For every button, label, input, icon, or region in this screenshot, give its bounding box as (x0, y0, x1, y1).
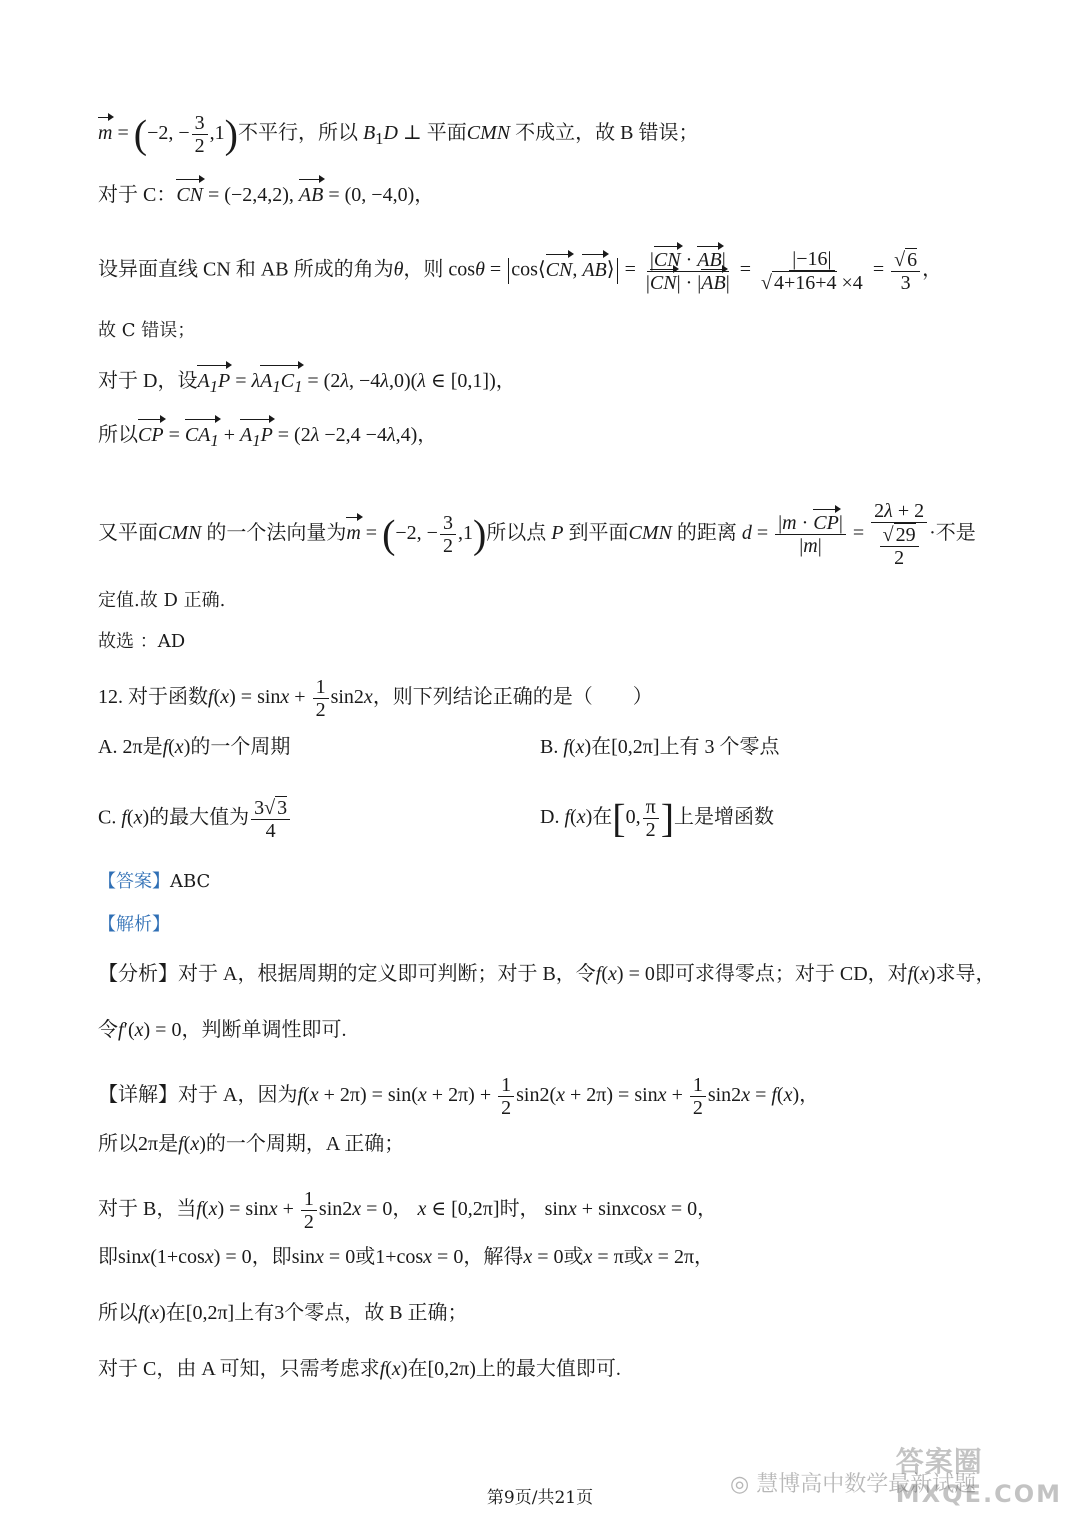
line-distance-d: 又平面CMN 的一个法向量为m = (−2, − $\frac{3}{2}$ ,1)所以点 P 到平面CMN 的距离 d = $\frac{|m \cdot CP|}{|m|}$ = $\frac{2\lambda + 2}{\frac{√ 29}{2}}$ ·不是 (98, 500, 976, 569)
option-a: A. 2π是f(x)的一个周期 (98, 736, 291, 758)
detail-line-1: 【详解】对于 A，因为f(x + 2π) = sin(x + 2π) + $\frac{1}{2}$ sin2(x + 2π) = sinx + $\frac{1}{2}$ sin2x = f(x)， (98, 1074, 820, 1119)
line-option-c-vectors: 对于 C：CN = (−2,4,2), AB = (0, −4,0)， (98, 184, 435, 206)
wechat-watermark: ◎ 慧博高中数学最新试题 (730, 1472, 977, 1497)
detail-line-6: 对于 C，由 A 可知，只需考虑求f(x)在[0,2π)上的最大值即可. (98, 1358, 621, 1380)
detail-line-4: 即sinx(1+cosx) = 0，即sinx = 0或1+cosx = 0，解得x = 0或x = π或x = 2π， (98, 1246, 715, 1268)
line-c-wrong: 故 C 错误； (98, 320, 196, 341)
line-choose-ad: 故选 ：AD (98, 631, 186, 652)
line-cos-theta: 设异面直线 CN 和 AB 所成的角为θ，则 cosθ = cos⟨CN, AB⟩ = $\frac{|CN \cdot AB|}{|CN| \cdot |AB|}$ = $\frac{|-16|}{√ 4+16+4 \times 4}$ = $\frac{√ 6}{3}$ ， (98, 248, 943, 294)
option-c: C. f(x)的最大值为 $\frac{3√ 3}{4}$ (98, 796, 292, 842)
watermark-text: 答案圈 (895, 1445, 983, 1478)
detail-line-2: 所以2π是f(x)的一个周期，A 正确； (98, 1133, 405, 1155)
analysis-tag: 【解析】 (98, 914, 170, 935)
question-12-stem: 12. 对于函数f(x) = sinx + $\frac{1}{2}$ sin2x，则下列结论正确的是（ ） (98, 676, 653, 721)
answer-line: 【答案】ABC (98, 871, 211, 892)
line-option-d-set: 对于 D，设$A_1P = \lambda A_1C_1 = (2\lambda$, −4λ,0)(λ ∈ [0,1])， (98, 368, 1040, 400)
option-d: D. f(x)在[0, $\frac{\pi}{2}$ ]上是增函数 (540, 795, 775, 841)
analysis-line-2: 令f′(x) = 0，判断单调性即可. (98, 1019, 347, 1041)
watermark-site: MXQE.COM (895, 1480, 1062, 1508)
detail-line-3: 对于 B，当f(x) = sinx + $\frac{1}{2}$ sin2x = 0， x ∈ [0,2π]时， sinx + sinxcosx = 0， (98, 1188, 718, 1233)
answer-tag: 【答案】 (98, 871, 170, 892)
line-vector-m-not-parallel: m = (−2, − $\frac{3}{2}$ ,1)不平行，所以 $B_1D$ ⊥ 平面CMN 不成立，故 B 错误； (98, 111, 699, 157)
wechat-icon: ◎ (730, 1472, 750, 1497)
page-number: 第9页/共21页 (486, 1488, 594, 1508)
detail-line-5: 所以f(x)在[0,2π]上有3个零点，故 B 正确； (98, 1302, 468, 1324)
line-d-correct: 定值.故 D 正确. (98, 590, 226, 611)
option-b: B. f(x)在[0,2π]上有 3 个零点 (540, 736, 780, 758)
line-vector-cp: 所以CP = $CA_1 + A_1P = (2\lambda -2,4 -4\lambda,4)$， (98, 422, 1040, 454)
analysis-line-1: 【分析】对于 A，根据周期的定义即可判断；对于 B，令f(x) = 0即可求得零点；对于 CD，对f(x)求导， (98, 963, 996, 985)
